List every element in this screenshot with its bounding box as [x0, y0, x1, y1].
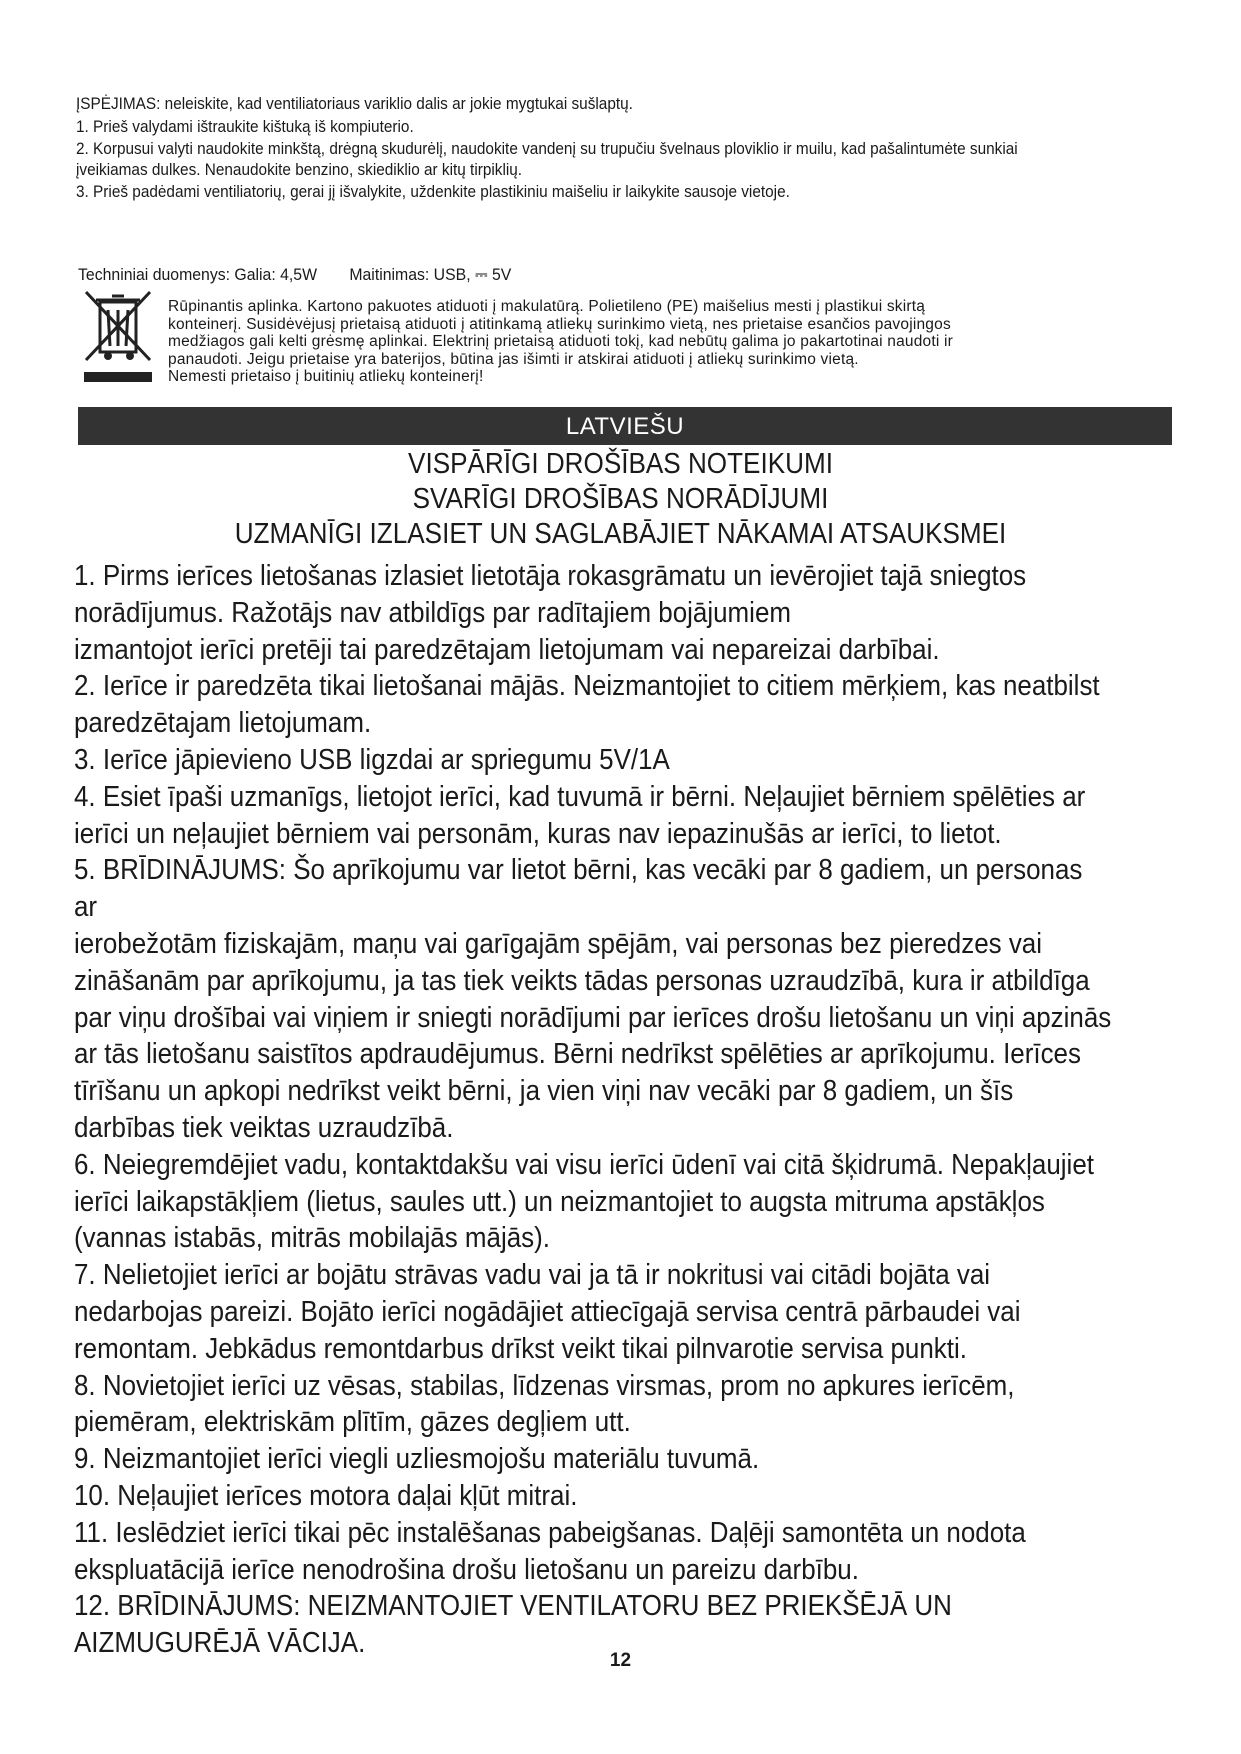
lv-line: izmantojot ierīci pretēji tai paredzētajam lietojumam vai nepareizai darbībai. [74, 633, 940, 666]
page-number: 12 [609, 1650, 632, 1671]
lv-line: 11. Ieslēdziet ierīci tikai pēc instalēšanas pabeigšanas. Daļēji samontēta un nodota [74, 1516, 1026, 1549]
title-important-safety: SVARĪGI DROŠĪBAS NORĀDĪJUMI [412, 483, 829, 515]
safety-titles [0, 447, 1241, 552]
lithuanian-instructions [76, 94, 1080, 205]
tech-power-rating: Techniniai duomenys: Galia: 4,5W [78, 265, 318, 284]
env-line: panaudoti. Jeigu prietaise yra baterijos, būtina jas išimti ir atskirai atiduoti į atliekų surinkimo vietą. [168, 350, 859, 368]
lv-line: ar tās lietošanu saistītos apdraudējumus. Bērni nedrīkst spēlēties ar aprīkojumu. Ierīces [74, 1038, 1081, 1071]
lv-line: 7. Nelietojiet ierīci ar bojātu strāvas vadu vai ja tā ir nokritusi vai citādi bojāta vai [74, 1259, 991, 1292]
lv-line: 2. Ierīce ir paredzēta tikai lietošanai mājās. Neizmantojiet to citiem mērķiem, kas neatbilst [74, 670, 1100, 703]
lv-line: piemēram, elektriskām plītīm, gāzes degļiem utt. [74, 1406, 631, 1439]
lv-line: 12. BRĪDINĀJUMS: NEIZMANTOJIET VENTILATORU BEZ PRIEKŠĒJĀ UN [74, 1590, 952, 1623]
lv-line: nedarbojas pareizi. Bojāto ierīci nogādājiet attiecīgajā servisa centrā pārbaudei vai [74, 1295, 1021, 1328]
env-line: Nemesti prietaiso į buitinių atliekų konteinerį! [168, 368, 484, 385]
lv-line: ierīci laikapstākļiem (lietus, saules utt.) un neizmantojiet to augsta mitruma apstākļos [74, 1185, 1045, 1218]
lv-line: 1. Pirms ierīces lietošanas izlasiet lietotāja rokasgrāmatu un ievērojiet tajā sniegtos [74, 560, 1027, 592]
lv-line: 10. Neļaujiet ierīces motora daļai kļūt mitrai. [74, 1479, 578, 1512]
lv-line: 4. Esiet īpaši uzmanīgs, lietojot ierīci, kad tuvumā ir bērni. Neļaujiet bērniem spēlēties ar [74, 780, 1086, 813]
lv-line: 9. Neizmantojiet ierīci viegli uzliesmojošu materiālu tuvumā. [74, 1443, 760, 1476]
lv-line: 6. Neiegremdējiet vadu, kontaktdakšu vai visu ierīci ūdenī vai citā šķidrumā. Nepakļaujiet [74, 1148, 1094, 1181]
lv-line: paredzētajam lietojumam. [74, 707, 372, 740]
language-section-header: LATVIEŠU [78, 407, 1172, 445]
lv-line: 3. Ierīce jāpievieno USB ligzdai ar spriegumu 5V/1A [74, 743, 670, 776]
lv-line: (vannas istabās, mitrās mobilajās mājās). [74, 1222, 551, 1255]
title-read-carefully: UZMANĪGI IZLASIET UN SAGLABĀJIET NĀKAMAI ATSAUKSMEI [234, 518, 1007, 550]
lv-line: darbības tiek veiktas uzraudzībā. [74, 1111, 454, 1144]
lv-line: 5. BRĪDINĀJUMS: Šo aprīkojumu var lietot bērni, kas vecāki par 8 gadiem, un personas ar [74, 854, 1083, 924]
lv-line: AIZMUGURĒJĀ VĀCIJA. [74, 1627, 366, 1660]
technical-data [78, 265, 539, 285]
env-line: medžiagos gali kelti grėsmę aplinkai. Elektrinį prietaisą atiduoti tokį, kad nebūtų galima jo pakartotinai naudoti ir [168, 333, 954, 350]
env-line: konteinerį. Susidėvėjusį prietaisą atiduoti į atitinkamą atliekų surinkimo vietą, nes prietaise esančios pavojingos [168, 315, 951, 333]
weee-crossed-bin-icon [82, 286, 154, 386]
environment-notice [168, 298, 1148, 386]
lt-item-3: 3. Prieš padėdami ventiliatorių, gerai jį išvalykite, uždenkite plastikiniu maišeliu ir laikykite sausoje vietoje. [76, 183, 790, 201]
lv-line: remontam. Jebkādus remontdarbus drīkst veikt tikai pilnvarotie servisa punkti. [74, 1332, 967, 1365]
lt-warning: ĮSPĖJIMAS: neleiskite, kad ventiliatoriaus variklio dalis ar jokie mygtukai sušlaptų. [76, 95, 633, 113]
lv-line: ekspluatācijā ierīce nenodrošina drošu lietošanu un pareizu darbību. [74, 1553, 859, 1586]
lv-line: 8. Novietojiet ierīci uz vēsas, stabilas, līdzenas virsmas, prom no apkures ierīcēm, [74, 1369, 1015, 1402]
title-general-safety: VISPĀRĪGI DROŠĪBAS NOTEIKUMI [408, 448, 833, 480]
tech-power-supply: Maitinimas: USB, ⎓ 5V [349, 265, 512, 284]
lv-line: norādījumus. Ražotājs nav atbildīgs par radītajiem bojājumiem [74, 596, 792, 629]
latvian-instructions [74, 558, 1112, 1662]
lv-line: par viņu drošībai vai viņiem ir sniegti norādījumi par ierīces drošu lietošanu un viņi apzinās [74, 1001, 1112, 1034]
lt-item-1: 1. Prieš valydami ištraukite kištuką iš kompiuterio. [76, 117, 414, 136]
env-line: Rūpinantis aplinka. Kartono pakuotes atiduoti į makulatūrą. Polietileno (PE) maišelius mesti į plastikui skirtą [168, 298, 926, 315]
lv-line: zināšanām par aprīkojumu, ja tas tiek veikts tādas personas uzraudzībā, kura ir atbildīga [74, 964, 1090, 997]
lv-line: ierobežotām fiziskajām, maņu vai garīgajām spējām, vai personas bez pieredzes vai [74, 927, 1043, 960]
lv-line: tīrīšanu un apkopi nedrīkst veikt bērni, ja vien viņi nav vecāki par 8 gadiem, un šīs [74, 1075, 1014, 1108]
lt-item-2: 2. Korpusui valyti naudokite minkštą, drėgną skudurėlį, naudokite vandenį su trupučiu švelnaus ploviklio ir muilu, kad pašalintumėte sunkiai įveikiamas dulkes. Nenaudokite benzino, skiediklio ar kitų tirpiklių. [76, 140, 1018, 179]
lv-line: ierīci un neļaujiet bērniem vai personām, kuras nav iepazinušās ar ierīci, to lietot. [74, 817, 1002, 850]
